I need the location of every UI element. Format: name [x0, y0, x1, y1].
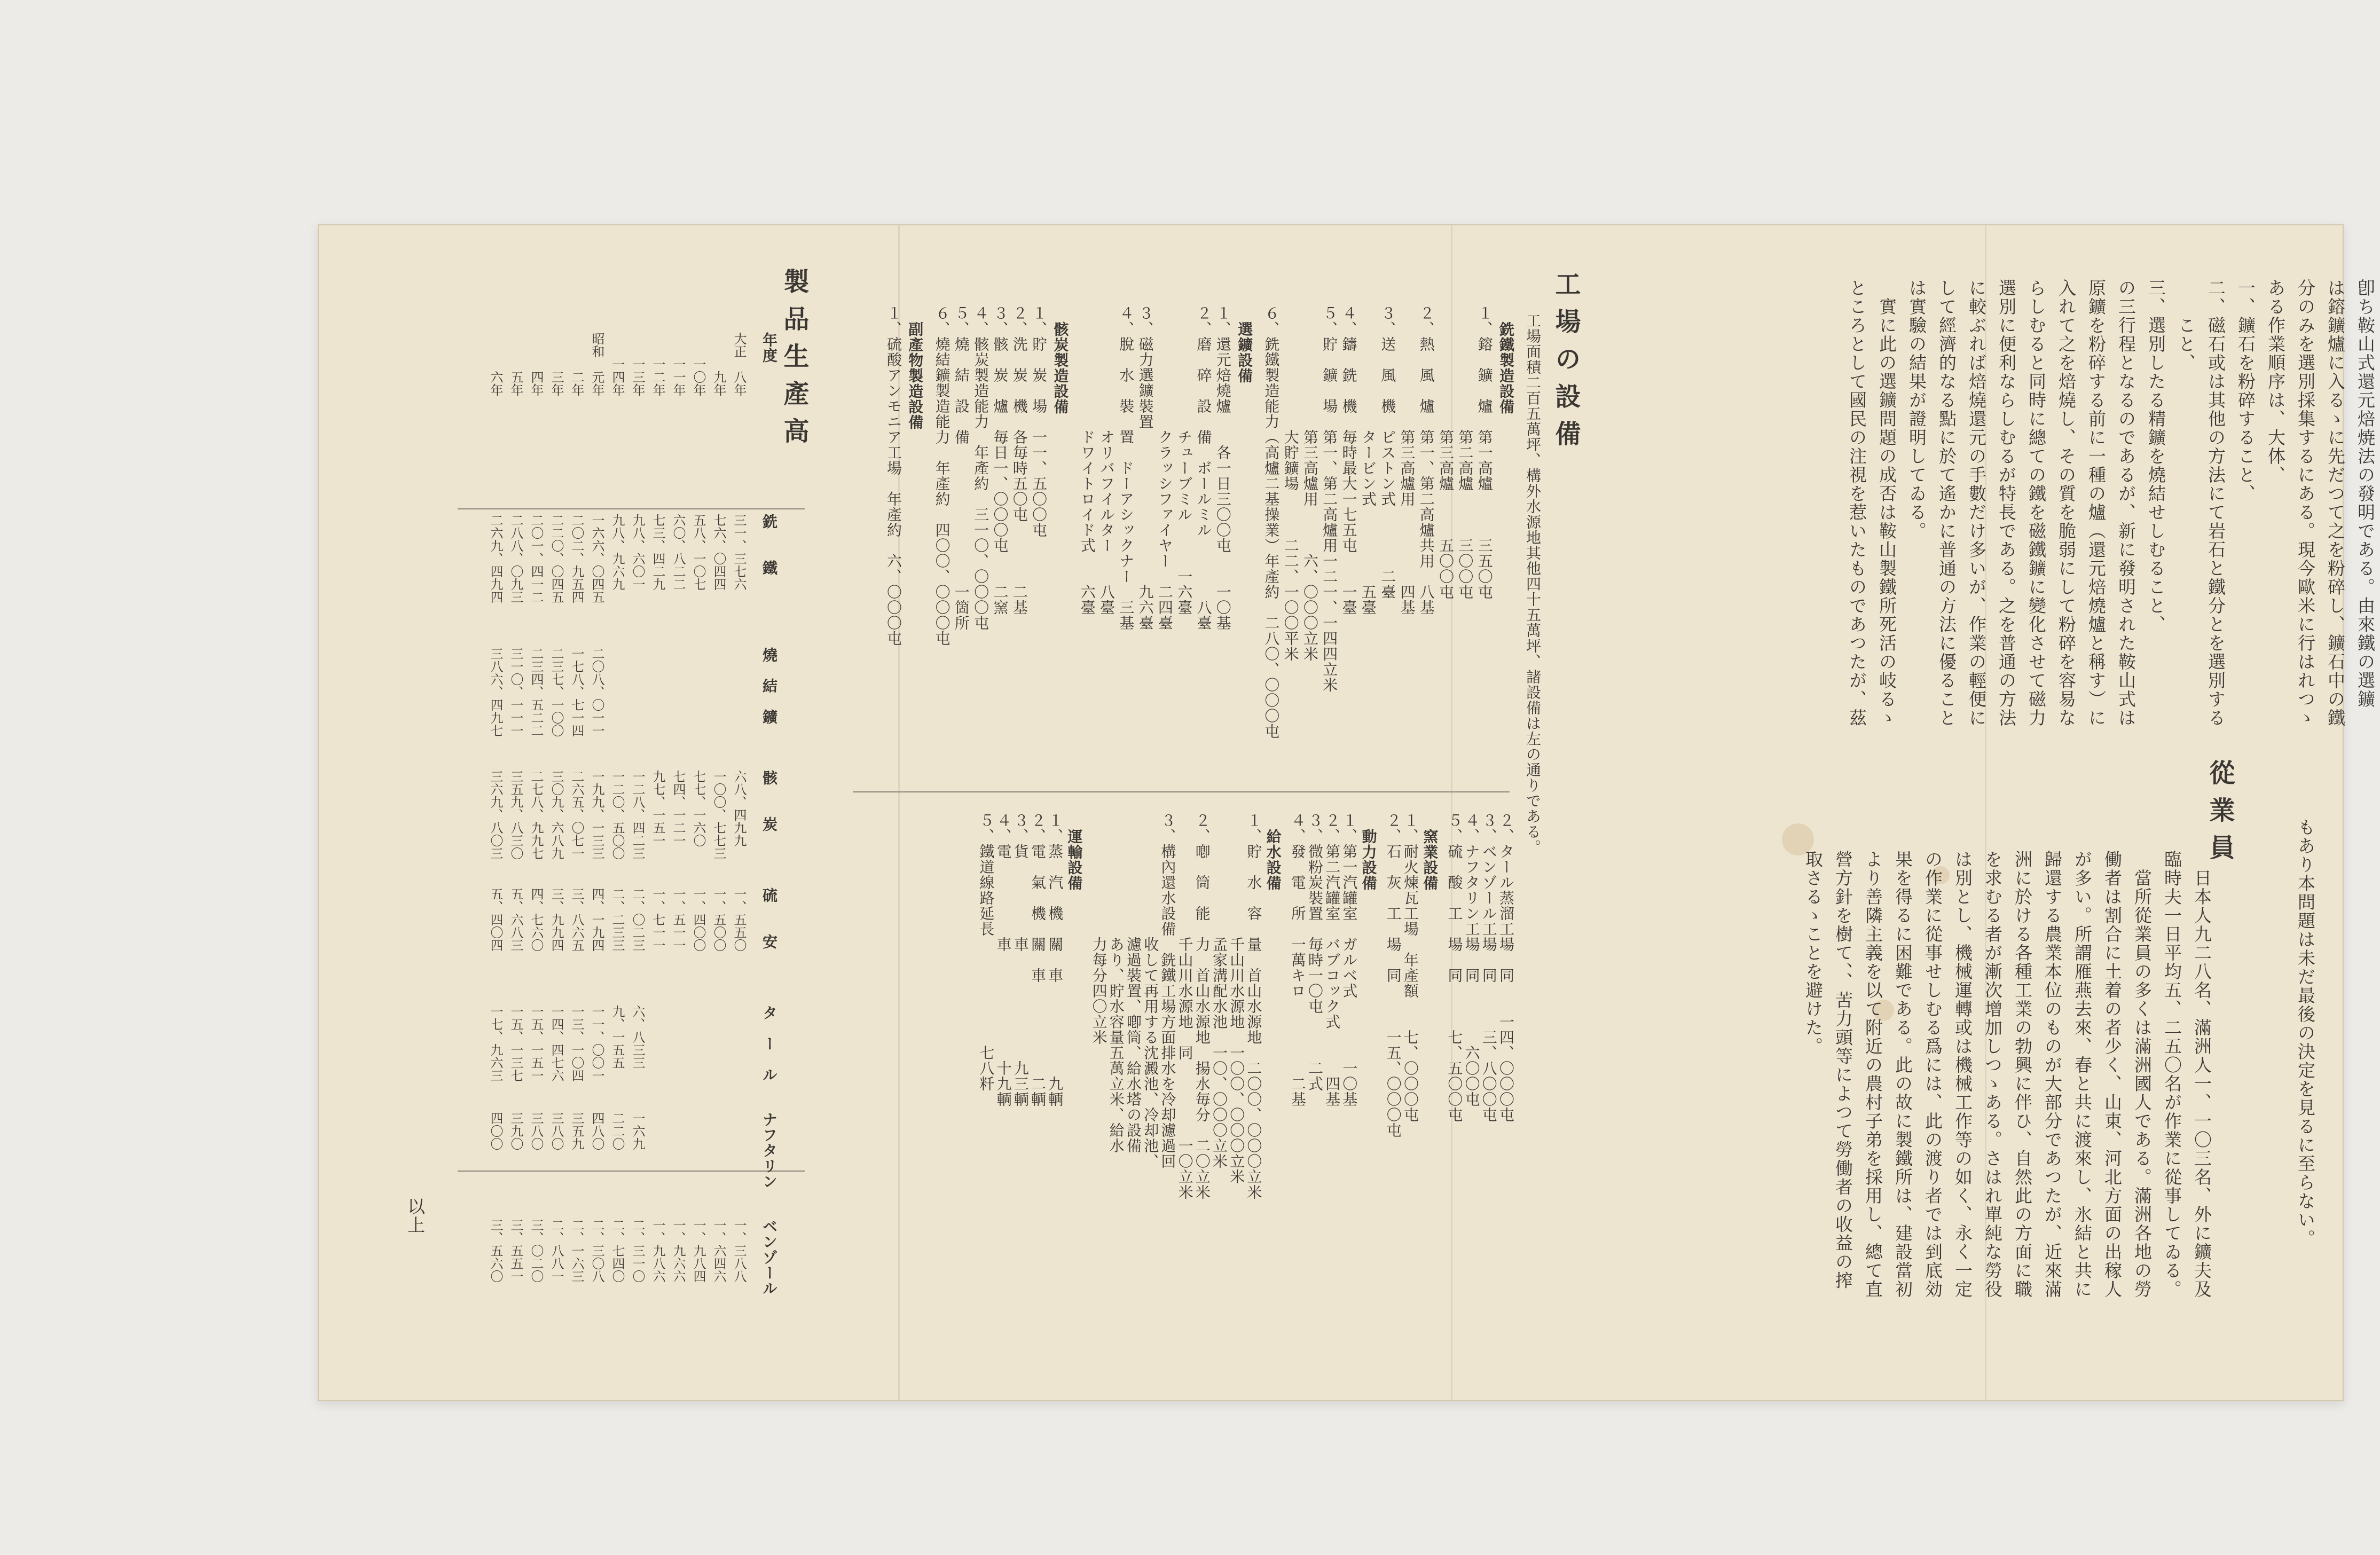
facility-line: 第三高爐用 四基: [1398, 305, 1416, 615]
production-value-cell: 一五、一三七: [508, 1005, 523, 1082]
production-value-cell: 九八、六〇一: [630, 514, 645, 591]
facility-line: あり、貯水容量五萬立米、給水: [1107, 813, 1125, 1153]
facility-line: １、蒸 汽 機 關 車 九輌: [1046, 813, 1064, 1107]
facility-line: ４、鑄 銑 機 毎時最大一七五屯 一臺: [1340, 305, 1358, 615]
production-value-cell: 二八八、〇九三: [508, 514, 523, 603]
facility-line: ５、鐵道線路延長 七八粁: [977, 813, 995, 1091]
document-sheet: [318, 224, 2376, 1401]
production-value-cell: 二六九、四九四: [488, 514, 503, 603]
facility-line: ３、ベンゾール工場 同 三、八〇〇屯: [1480, 813, 1498, 1122]
production-value-cell: 一六九: [630, 1112, 645, 1150]
production-value-cell: 七四、一二一: [671, 770, 686, 847]
production-year-cell: 九年: [711, 332, 726, 396]
production-value-cell: 一〇〇、七七三: [711, 770, 726, 860]
production-value-cell: 二三四、五二二: [529, 647, 544, 737]
production-value-cell: 一二〇、五〇〇: [610, 770, 625, 860]
facility-block-title: 運輸設備: [1065, 829, 1083, 891]
facility-line: 第三高爐 五〇〇屯: [1437, 305, 1455, 600]
facility-line: ６、燒結鑛製造能力 年產約 四〇〇、〇〇〇屯: [933, 305, 951, 646]
facility-line: 力每分四〇立米: [1090, 813, 1108, 1045]
facility-line: １、貯 炭 場 一一、五〇〇屯: [1030, 305, 1048, 538]
production-column-header: ナフタリン: [760, 1112, 778, 1189]
production-value-cell: 九七、一五一: [650, 770, 665, 847]
facility-line: ２、喞 筒 能 力 首山水源地 揚水毎分 二〇立米: [1193, 813, 1211, 1200]
production-year-cell: 一二年: [650, 332, 665, 396]
table-divider: [458, 1171, 805, 1172]
production-value-cell: 二、〇二三: [630, 888, 645, 952]
production-value-cell: 二二〇、〇四五: [549, 514, 564, 603]
production-value-cell: 七七、一六〇: [691, 770, 706, 847]
production-value-cell: 五八、一〇七: [691, 514, 706, 591]
production-value-cell: 一、九六六: [671, 1219, 686, 1283]
production-value-cell: 一、五五〇: [732, 888, 747, 952]
production-heading: 製品生產高: [779, 268, 809, 455]
production-value-cell: 二、三一〇: [630, 1219, 645, 1283]
facility-line: ３、微粉炭裝置 毎時一〇屯 二式: [1306, 813, 1324, 1091]
production-value-cell: 一、六四六: [711, 1219, 726, 1283]
facility-line: ２、磨 碎 設 備 ボールミル 八臺: [1195, 305, 1213, 631]
facility-block-title: 骸炭製造設備: [1051, 321, 1070, 414]
production-value-cell: 三五九: [569, 1112, 584, 1150]
facility-line: チューブミル 一六臺: [1175, 305, 1193, 615]
production-year-cell: 六年: [488, 332, 503, 396]
production-column-header: 燒 結 鑛: [760, 647, 778, 725]
production-value-cell: 一九九、一三三: [590, 770, 604, 860]
facility-line: タービン式 五臺: [1359, 305, 1377, 615]
end-mark: 以上: [405, 1197, 426, 1235]
production-value-cell: 三八六、四九七: [488, 647, 503, 737]
production-value-cell: 九八、九六九: [610, 514, 625, 591]
facility-block-title: 副產物製造設備: [906, 321, 924, 430]
production-value-cell: 一、五一一: [671, 888, 686, 952]
production-column-header: 年度: [760, 332, 778, 363]
section-divider: [853, 791, 1510, 792]
facility-line: 收して再用する沈澱池、冷却池、: [1142, 813, 1160, 1169]
facility-line: ５、貯 鑛 場 第一、第二高爐用一二一、一四四立米: [1321, 305, 1339, 693]
facility-line: ２、洗 炭 機 各毎時五〇屯 二基: [1010, 305, 1028, 615]
facility-line: １、硫酸アンモニア工場 年產約 六、〇〇〇屯: [885, 305, 902, 646]
facility-line: 第三高爐用 六、〇〇〇立米: [1301, 305, 1319, 662]
production-value-cell: 一三、一〇四: [569, 1005, 584, 1082]
production-value-cell: 三五九、八三〇: [508, 770, 523, 860]
production-value-cell: 三〇九、六八九: [549, 770, 564, 860]
production-value-cell: 一、九八四: [691, 1219, 706, 1283]
production-value-cell: 四〇〇: [488, 1112, 503, 1150]
facility-line: ５、硫 酸 工 場 同 七、五〇〇屯: [1446, 813, 1464, 1122]
production-value-cell: 一、七一一: [650, 888, 665, 952]
production-year-cell: 二年: [569, 332, 584, 396]
production-column-header: 骸 炭: [760, 770, 778, 832]
production-column-header: 硫 安: [760, 888, 778, 949]
production-value-cell: 一五、一五一: [529, 1005, 544, 1082]
production-value-cell: 三、九九四: [549, 888, 564, 952]
facility-line: ３、送 風 機 ピストン式 二臺: [1379, 305, 1397, 600]
production-value-cell: 三一〇、一一一: [508, 647, 523, 737]
facility-line: １、耐火煉瓦工場 年產額 七、〇〇〇屯: [1402, 813, 1419, 1122]
facility-line: ドワイトロイド式 六臺: [1078, 305, 1096, 615]
facility-line: オリバフイルター 八臺: [1098, 305, 1116, 615]
facility-line: １、還元焙燒爐 各一日三〇〇屯 一〇基: [1214, 305, 1232, 631]
production-value-cell: 七六、〇四四: [711, 514, 726, 591]
facility-line: 大貯鑛場 二二、一〇〇平米: [1282, 305, 1300, 662]
production-year-cell: 一一年: [671, 332, 686, 396]
production-year-cell: 一三年: [630, 332, 645, 396]
production-value-cell: 二、一六三: [569, 1219, 584, 1283]
facility-line: １、第一汽罐室 ガルベ式 一〇基: [1340, 813, 1358, 1107]
facility-line: １、鎔 鑛 爐 第一高爐 三五〇屯: [1475, 305, 1494, 600]
production-value-cell: 五、四〇四: [488, 888, 503, 952]
facility-block-title: 銑鐵製造設備: [1497, 321, 1515, 414]
facility-line: ２、熱 風 爐 第一、第二高爐共用 八基: [1417, 305, 1435, 615]
facility-line: ４、電 車 十九輌: [994, 813, 1012, 1107]
production-value-cell: 一、三八八: [732, 1219, 747, 1283]
production-value-cell: 六八、四九九: [732, 770, 747, 847]
production-value-cell: 三九〇: [508, 1112, 523, 1150]
facilities-intro: 工場面積二百五萬坪、構外水源地其他四十五萬坪、諸設備は左の通りである。: [1524, 297, 1542, 855]
facility-line: ２、石 灰 工 場 同 一五、〇〇〇屯: [1384, 813, 1402, 1138]
facility-line: ３、磁力選鑛裝置 九六臺: [1136, 305, 1154, 631]
production-value-cell: 三、〇二〇: [529, 1219, 544, 1283]
production-value-cell: 四八〇: [590, 1112, 604, 1150]
production-value-cell: 二七八、九九七: [529, 770, 544, 860]
production-value-cell: 三八〇: [549, 1112, 564, 1150]
production-value-cell: 二三七、一〇〇: [549, 647, 564, 737]
production-value-cell: 七三、四二九: [650, 514, 665, 591]
facility-line: １、貯 水 容 量 首山水源地 二〇〇、〇〇〇立米: [1245, 813, 1263, 1200]
facility-block-title: 窯業設備: [1421, 829, 1439, 891]
production-value-cell: 二、三〇八: [590, 1219, 604, 1283]
facility-line: ２、タール蒸溜工場 同 一四、〇〇〇屯: [1497, 813, 1515, 1122]
facility-line: 孟家溝配水池 一〇、〇〇〇立米: [1211, 813, 1228, 1169]
facility-line: 千山川水源地 一〇〇、〇〇〇立米: [1228, 813, 1246, 1184]
production-value-cell: 二〇二、九五四: [569, 514, 584, 603]
production-year-cell: 五年: [508, 332, 523, 396]
production-year-cell: 大正 八年: [732, 332, 747, 396]
production-year-cell: 三年: [549, 332, 564, 396]
facility-line: クラッシファイヤー 二四臺: [1156, 305, 1174, 631]
facility-line: 濾過裝置、喞筒、給水塔の設備: [1125, 813, 1142, 1153]
production-value-cell: 一七八、七一四: [569, 647, 584, 737]
production-value-cell: 三一、三七六: [732, 514, 747, 591]
production-value-cell: 六〇、八二二: [671, 514, 686, 591]
production-value-cell: 九、一五五: [610, 1005, 625, 1069]
facility-line: ４、ナフタリン工場 同 六〇〇屯: [1463, 813, 1481, 1107]
facility-block-title: 動力設備: [1360, 829, 1378, 891]
production-value-cell: 二、八八一: [549, 1219, 564, 1283]
facility-line: ２、電 氣 機 關 車 二輌: [1029, 813, 1047, 1107]
facility-line: ４、脫 水 裝 置 ドーアシックナー 三基: [1117, 305, 1135, 631]
facility-line: ３、骸 炭 爐 毎日一、〇〇〇屯 二窯: [991, 305, 1009, 615]
production-value-cell: 二、七四〇: [610, 1219, 625, 1283]
facility-line: ３、構內還水設備 銑鐵工場方面排水を冷却濾過回: [1159, 813, 1177, 1169]
facilities-heading: 工場の設備: [1551, 271, 1581, 458]
production-value-cell: 六、八三三: [630, 1005, 645, 1069]
production-value-cell: 二〇八、〇一一: [590, 647, 604, 737]
production-value-cell: 四、七六〇: [529, 888, 544, 952]
production-value-cell: 二六五、〇七一: [569, 770, 584, 860]
workers-fragment: もあり本問題は未だ最後の決定を見るに至らない。: [2295, 818, 2316, 1248]
facility-line: ２、第二汽罐室 バブコック式 四基: [1323, 813, 1341, 1107]
production-year-cell: 四年: [529, 332, 544, 396]
production-value-cell: 二、二三三: [610, 888, 625, 952]
table-divider: [458, 508, 805, 509]
production-column-header: ベンゾール: [760, 1219, 778, 1296]
production-value-cell: 三八〇: [529, 1112, 544, 1150]
production-value-cell: 五、六八三: [508, 888, 523, 952]
production-value-cell: 三、八六五: [569, 888, 584, 952]
facility-line: 第二高爐 三〇〇屯: [1456, 305, 1474, 600]
production-year-cell: 一〇年: [691, 332, 706, 396]
production-value-cell: 一七、九六三: [488, 1005, 503, 1082]
production-column-header: タ ー ル: [760, 1005, 778, 1082]
production-year-cell: 昭和 元年: [590, 332, 604, 396]
production-column-header: 銑 鐵: [760, 514, 778, 576]
production-value-cell: 一、五〇〇: [711, 888, 726, 952]
production-value-cell: 一六六、〇四五: [590, 514, 604, 603]
production-value-cell: 一、九八六: [650, 1219, 665, 1283]
facility-line: ３、貨 車 九三輌: [1011, 813, 1030, 1107]
facility-line: ４、發 電 所 一萬キロ 二基: [1289, 813, 1307, 1107]
production-value-cell: 三、五六〇: [488, 1219, 503, 1283]
production-value-cell: 一、四〇〇: [691, 888, 706, 952]
facility-line: ４、骸炭製造能力 年產約 三一〇、〇〇〇屯: [972, 305, 990, 631]
workers-paragraph: 日本人九二八名、滿洲人一、一〇三名、外に鑛夫及 臨時夫一日平均五、二五〇名が作業に從事してゐる。 當所從業員の多くは滿洲國人である。滿洲各地の勞 働者は割合に土着の者少く、山東、河北方面の出稼人 が多い。所謂雁燕去來、春と共に渡來し、氷結と共に 歸還する農業本位のものが大部分であつたが、近來滿 洲に於ける各種工業の勃興に伴ひ、自然此の方面に職 を求むる者が漸次增加しつゝある。さはれ單純な勞役 は別とし、機械運轉或は機械工作等の如く、永く一定 の作業に從事せしむる爲には、此の渡り者では到底効 果を得るに困難である。此の故に製鐵所は、建設當初 より善隣主義を以て附近の農村子弟を採用し、總て直 營方針を樹て、、苦力頭等によつて勞働者の收益の搾 取さるゝことを避けた。: [1803, 850, 2212, 1299]
intro-paragraph: 卽ち鞍山式還元焙焼法の發明である。由來鐵の選鑛 は鎔鑛爐に入るゝに先だつて之を粉碎し、鑛石中の鐵 分のみを選別採集するにある。現今歐米に行はれつゝ ある作業順序は、大体、 一、鑛石を粉碎すること、 二、磁石或は其他の方法にて岩石と鐵分とを選別する こと、 三、選別したる精鑛を燒結せしむること、 の三行程となるのであるが、新に發明された鞍山式は 原鑛を粉碎する前に一種の爐（還元焙燒爐と稱す）に 入れて之を焙燒し、その質を脆弱にして粉碎を容易な らしむると同時に總ての鐵を磁鐵鑛に變化させて磁力 選別に便利ならしむるが特長である。之を普通の方法 に較ぶれば焙燒還元の手數だけ多いが、作業の輕便に して經濟的なる點に於て遙かに普通の方法に優ること は實驗の結果が證明してゐる。 實に此の選鑛問題の成否は鞍山製鐵所死活の岐るゝ ところとして國民の注視を惹いたものであつたが、茲: [1847, 279, 2376, 727]
production-value-cell: 一二八、四二三: [630, 770, 645, 860]
production-value-cell: 三、五五一: [508, 1219, 523, 1283]
facility-line: ６、銑鐵製造能力（高爐二基操業）年產約 二八〇、〇〇〇屯: [1262, 305, 1281, 739]
production-value-cell: 一四、四七六: [549, 1005, 564, 1082]
workers-heading: 從業員: [2205, 759, 2235, 871]
production-value-cell: 二二〇: [610, 1112, 625, 1150]
facility-block-title: 給水設備: [1264, 829, 1282, 891]
production-value-cell: 三六九、八〇三: [488, 770, 503, 860]
production-value-cell: 四、一九四: [590, 888, 604, 952]
facility-line: ５、燒 結 設 備 一箇所: [952, 305, 970, 631]
facility-block-title: 選鑛設備: [1236, 321, 1254, 383]
production-year-cell: 一四年: [610, 332, 625, 396]
facility-line: 千山川水源地 同 一〇立米: [1176, 813, 1194, 1200]
production-value-cell: 一一、〇〇一: [590, 1005, 604, 1082]
production-value-cell: 二〇一、四一二: [529, 514, 544, 603]
